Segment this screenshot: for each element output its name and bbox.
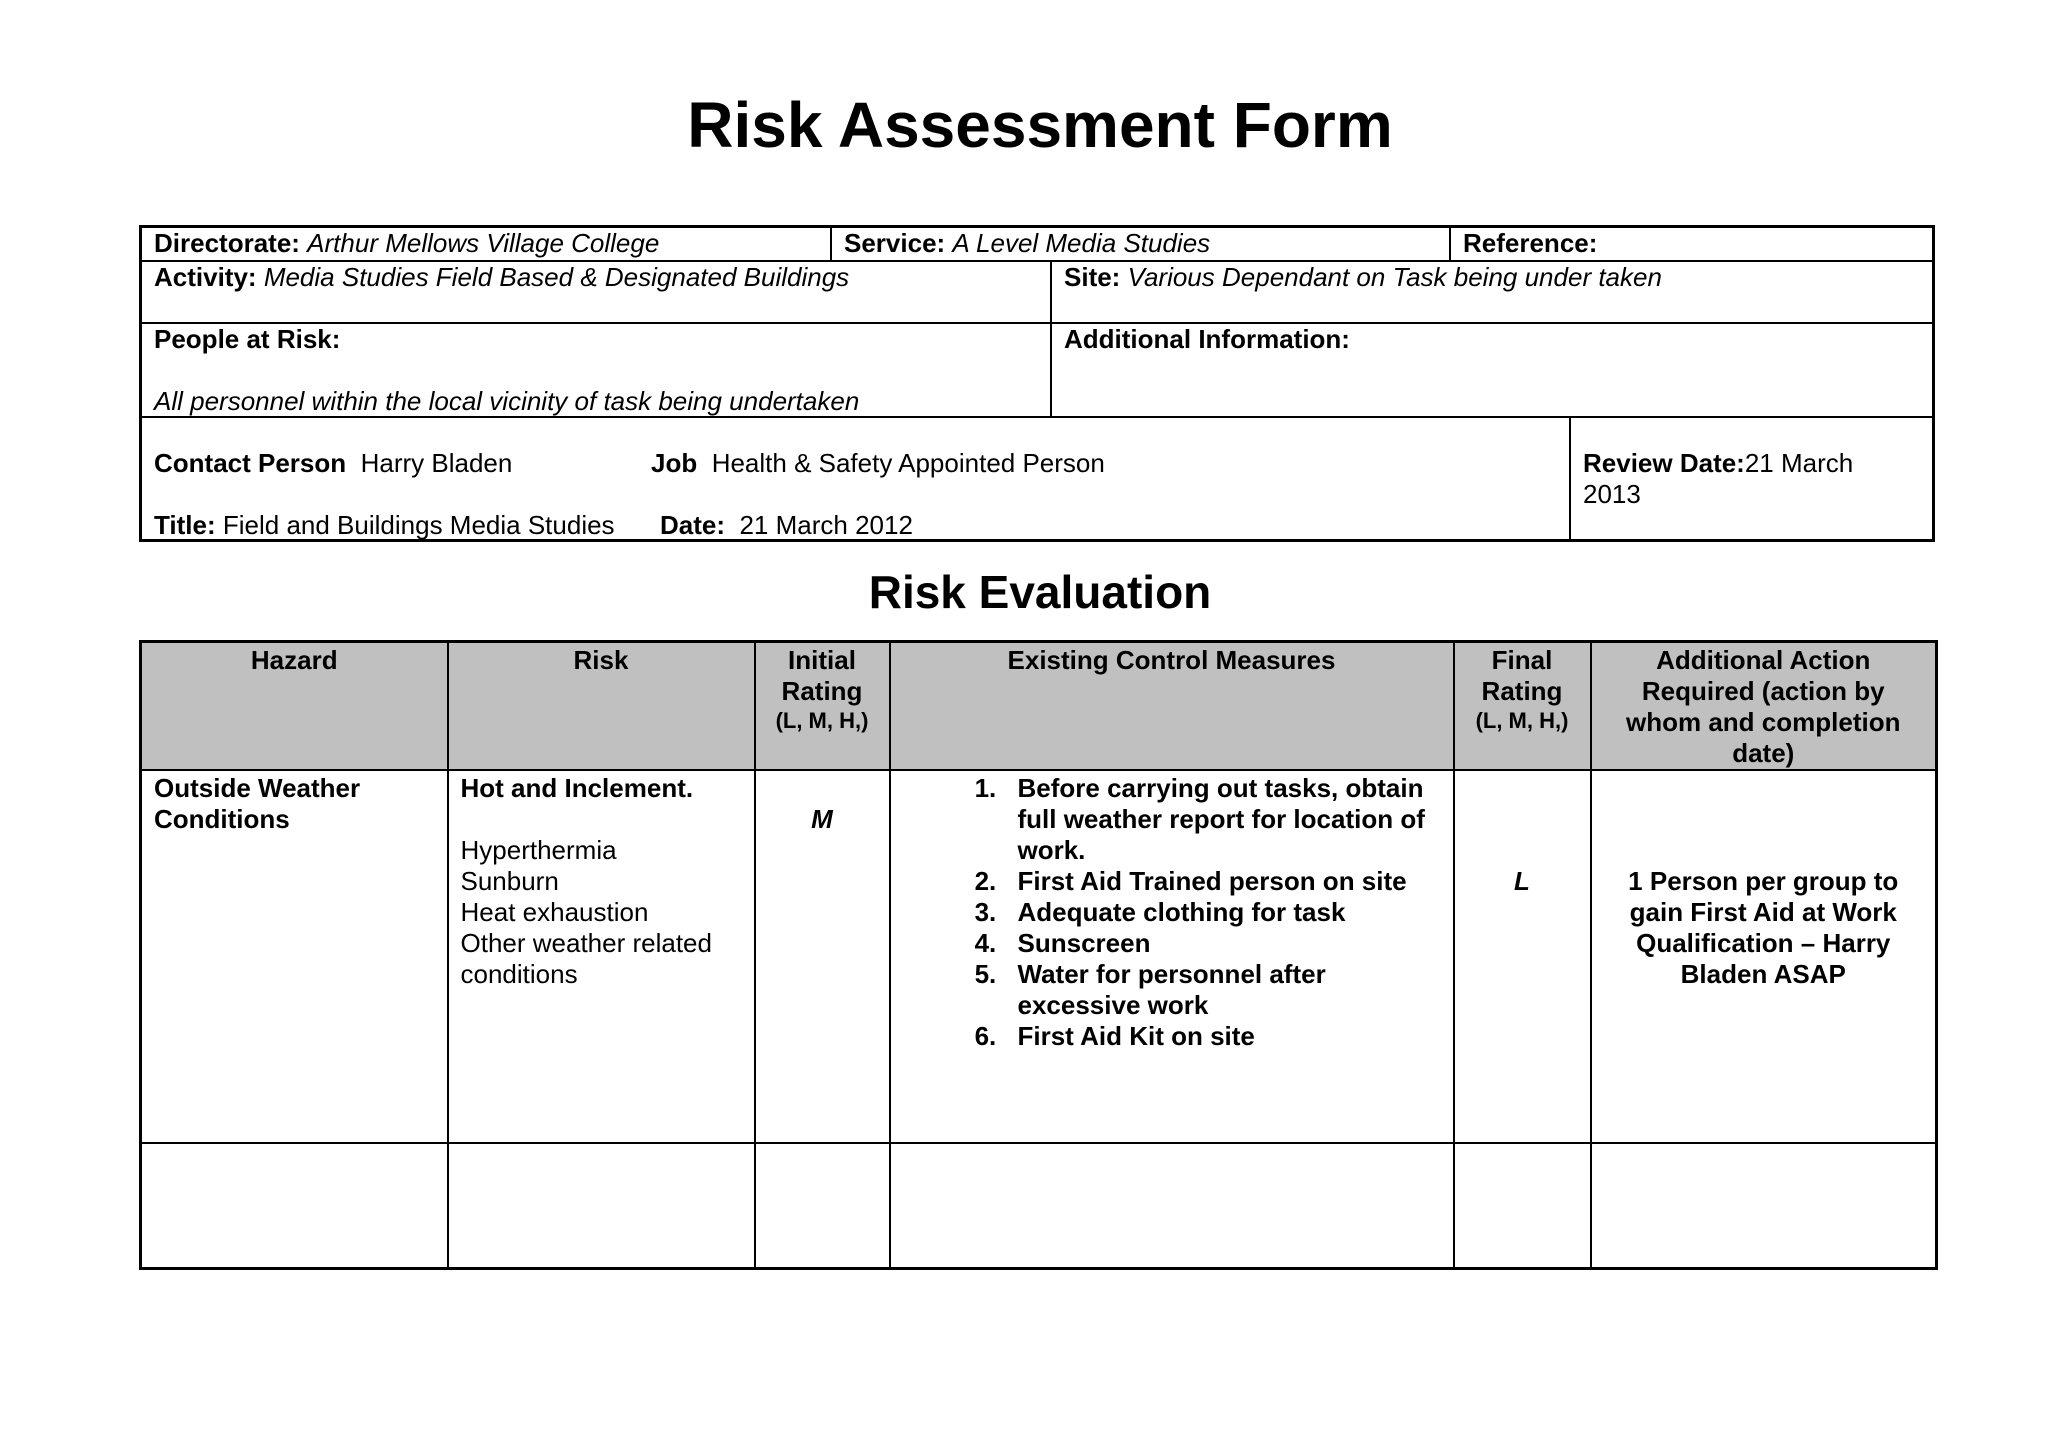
control-item: 6. First Aid Kit on site (1004, 1021, 1441, 1052)
empty-cell (141, 1143, 448, 1268)
activity-cell (142, 262, 1052, 322)
table-row-empty (141, 1143, 1937, 1268)
page-title: Risk Assessment Form (687, 89, 1393, 161)
service-cell (832, 228, 1451, 260)
service-value: A Level Media Studies (952, 228, 1211, 258)
date-value: 21 March 2012 (739, 510, 913, 540)
control-item: 1. Before carrying out tasks, obtain full weather report for location of work. (1004, 773, 1441, 866)
risk-item: Hyperthermia (460, 835, 617, 865)
final-rating-cell (1454, 770, 1591, 1143)
empty-cell (448, 1143, 755, 1268)
header-final-rating-label: Final Rating (1481, 645, 1563, 706)
people-at-risk-cell (142, 324, 1052, 416)
controls-list (903, 773, 1441, 1052)
risk-title: Hot and Inclement. (460, 773, 694, 803)
site-value: Various Dependant on Task being under taken (1127, 262, 1662, 292)
review-date-value: 21 March 2013 (1583, 448, 1854, 509)
contact-person-label: Contact Person (154, 448, 347, 478)
section-title-risk-evaluation: Risk Evaluation (868, 566, 1212, 618)
reference-label: Reference: (1463, 228, 1598, 258)
site-cell (1052, 262, 1932, 322)
contact-person-value: Harry Bladen (360, 448, 513, 478)
empty-cell (890, 1143, 1454, 1268)
reference-cell (1451, 228, 1932, 260)
people-at-risk-value: All personnel within the local vicinity of task being undertaken (154, 386, 860, 416)
directorate-label: Directorate: (154, 228, 300, 258)
header-initial-rating-scale: (L, M, H,) (775, 708, 869, 733)
controls-cell (890, 770, 1454, 1143)
header-final-rating-scale: (L, M, H,) (1475, 708, 1569, 733)
table-header-row (141, 642, 1937, 771)
service-label: Service: (844, 228, 946, 258)
date-label: Date: (660, 510, 726, 540)
risk-item: Other weather related conditions (460, 928, 712, 989)
assessment-details (139, 225, 1935, 542)
control-item: 2. First Aid Trained person on site (1004, 866, 1441, 897)
review-date-label: Review Date: (1583, 448, 1745, 478)
directorate-cell (142, 228, 832, 260)
empty-cell (1454, 1143, 1591, 1268)
header-final-rating (1454, 642, 1591, 771)
additional-action-cell (1591, 770, 1937, 1143)
control-item: 4. Sunscreen (1004, 928, 1441, 959)
risk-cell (448, 770, 755, 1143)
additional-info-cell (1052, 324, 1932, 416)
additional-action-value: 1 Person per group to gain First Aid at Work Qualification – Harry Bladen ASAP (1628, 866, 1899, 989)
risk-item: Sunburn (460, 866, 559, 896)
site-label: Site: (1064, 262, 1121, 292)
control-item: 3. Adequate clothing for task (1004, 897, 1441, 928)
people-at-risk-label: People at Risk: (154, 324, 341, 354)
risk-item: Heat exhaustion (460, 897, 649, 927)
activity-label: Activity: (154, 262, 257, 292)
review-date-cell (1571, 418, 1932, 539)
control-item: 5. Water for personnel after excessive work (1004, 959, 1441, 1021)
initial-rating-cell (755, 770, 890, 1143)
header-risk: Risk (448, 642, 755, 771)
empty-cell (1591, 1143, 1937, 1268)
additional-info-label: Additional Information: (1064, 324, 1350, 354)
header-existing-controls: Existing Control Measures (890, 642, 1454, 771)
initial-rating-value: M (811, 804, 833, 834)
form-title-value: Field and Buildings Media Studies (222, 510, 615, 540)
directorate-value: Arthur Mellows Village College (307, 228, 660, 258)
header-initial-rating-label: Initial Rating (781, 645, 863, 706)
details-row-contact (142, 418, 1932, 539)
details-row-activity (142, 262, 1932, 324)
final-rating-value: L (1514, 866, 1530, 896)
header-initial-rating (755, 642, 890, 771)
header-hazard: Hazard (141, 642, 448, 771)
details-row-people (142, 324, 1932, 418)
empty-cell (755, 1143, 890, 1268)
contact-cell (142, 418, 1571, 539)
job-label: Job (651, 448, 698, 478)
activity-value: Media Studies Field Based & Designated Buildings (263, 262, 850, 292)
hazard-cell: Outside Weather Conditions (141, 770, 448, 1143)
risk-evaluation-table (139, 640, 1938, 1270)
job-value: Health & Safety Appointed Person (711, 448, 1105, 478)
details-row-directorate (142, 228, 1932, 262)
header-additional-action: Additional Action Required (action by whom and completion date) (1591, 642, 1937, 771)
table-row (141, 770, 1937, 1143)
form-title-label: Title: (154, 510, 216, 540)
